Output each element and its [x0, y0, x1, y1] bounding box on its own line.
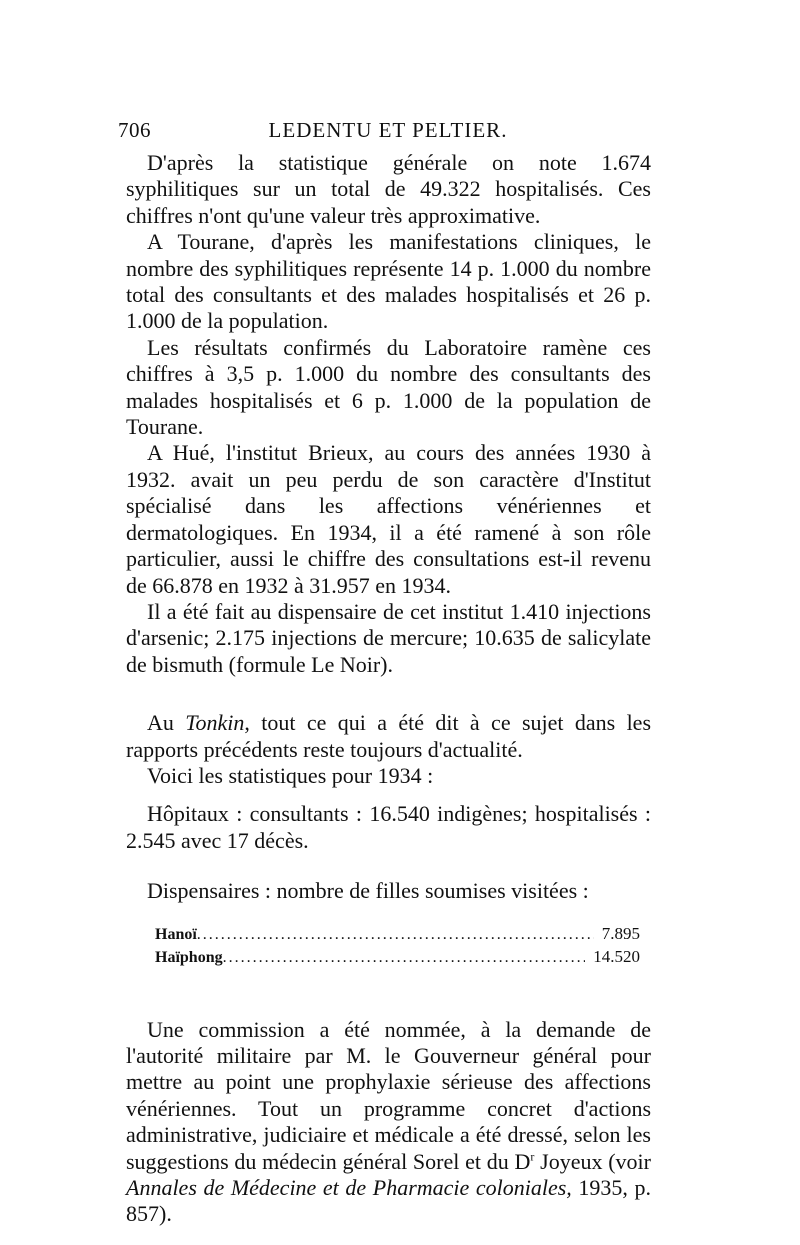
paragraph-tourane: A Tourane, d'après les manifestations cliniques, le nombre des syphilitiques représente 14 p. 1.000 du nombre total des consultants et des malades hospitalisés et 26 p. 1.000 de la population. [126, 229, 651, 334]
dispensary-name: Haïphong [155, 948, 223, 966]
list-item [155, 946, 640, 969]
doctor-abbrev-sup: r [530, 1149, 535, 1164]
tonkin-place: Tonkin [185, 710, 245, 736]
list-item [155, 923, 640, 946]
running-title: LEDENTU ET PELTIER. [268, 118, 508, 142]
paragraph-tonkin [126, 710, 651, 763]
commission-ref-end: 1935, p. 857). [126, 1175, 651, 1227]
paragraph-statistics-intro: Voici les statistiques pour 1934 : [147, 762, 434, 788]
dispensary-value: 14.520 [593, 946, 640, 966]
page-header [118, 118, 658, 148]
body-text [126, 150, 651, 1228]
dispensary-list [155, 923, 640, 969]
paragraph-commission [126, 1017, 651, 1228]
tonkin-before: Au [147, 710, 186, 736]
dispensary-name: Hanoï [155, 925, 197, 943]
tonkin-after: , tout ce qui a été dit à ce sujet dans les rapports précédents reste toujours d'actualité. [126, 710, 652, 762]
journal-title: Annales de Médecine et de Pharmacie coloniales, [126, 1175, 572, 1200]
commission-text: Une commission a été nommée, à la demande de l'autorité militaire par M. le Gouverneur général pour mettre au point une prophylaxie sérieuse des affections vénériennes. Tout un programme concret d'actions administrative, judiciaire et médicale a été dressé, selon les suggestions du médecin général Sorel et du D [126, 1016, 651, 1174]
paragraph-injections: Il a été fait au dispensaire de cet institut 1.410 injections d'arsenic; 2.175 injections de mercure; 10.635 de salicylate de bismuth (formule Le Noir). [126, 598, 651, 677]
dot-leader [223, 947, 586, 969]
dot-leader [197, 924, 594, 946]
paragraph-laboratory: Les résultats confirmés du Laboratoire ramène ces chiffres à 3,5 p. 1.000 du nombre des consultants des malades hospitalisés et 6 p. 1.000 de la population de Tourane. [126, 334, 651, 440]
commission-ref-start: Joyeux (voir [534, 1148, 651, 1174]
paragraph-dispensaries: Dispensaires : nombre de filles soumises visitées : [147, 878, 589, 904]
dispensary-value: 7.895 [601, 923, 640, 943]
paragraph-syphilis-stats: D'après la statistique générale on note 1.674 syphilitiques sur un total de 49.322 hospitalisés. Ces chiffres n'ont qu'une valeur très approximative. [126, 150, 651, 228]
page-number: 706 [118, 118, 151, 142]
paragraph-hospitals: Hôpitaux : consultants : 16.540 indigènes; hospitalisés : 2.545 avec 17 décès. [126, 801, 651, 853]
paragraph-hue: A Hué, l'institut Brieux, au cours des années 1930 à 1932. avait un peu perdu de son caractère d'Institut spécialisé dans les affections vénériennes et dermatologiques. En 1934, il a été ramené à son rôle particulier, aussi le chiffre des consultations est-il revenu de 66.878 en 1932 à 31.957 en 1934. [126, 440, 651, 598]
